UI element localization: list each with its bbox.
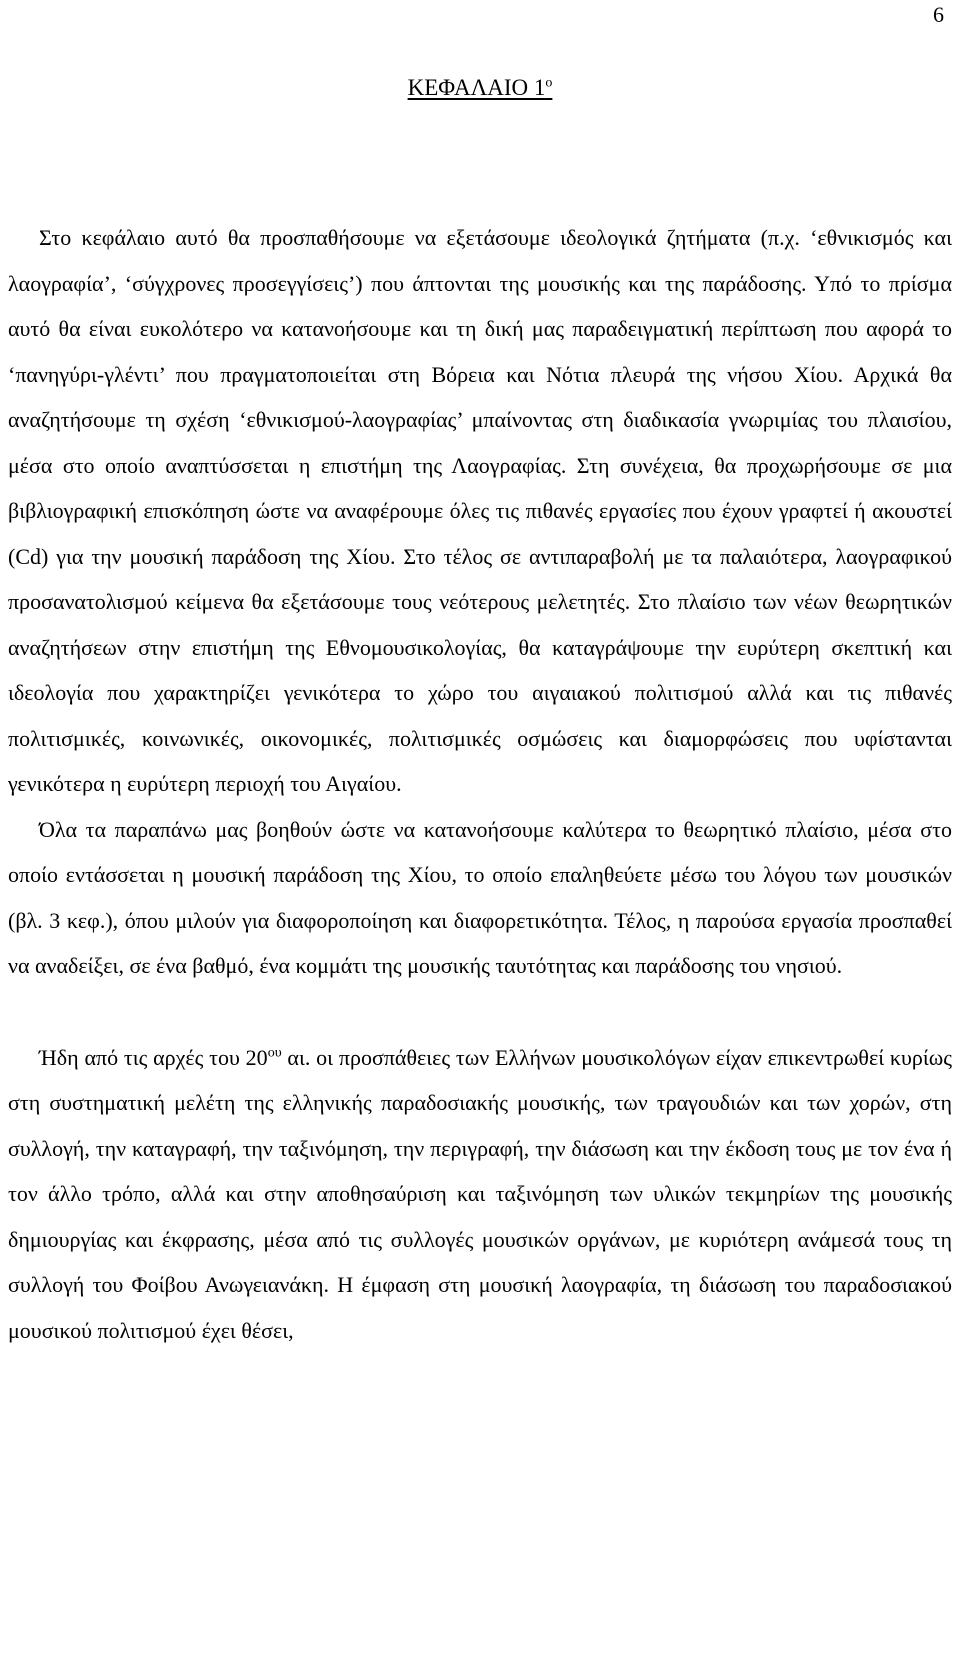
- century-superscript: ου: [267, 1045, 282, 1061]
- chapter-title-text: ΚΕΦΑΛΑΙΟ 1: [407, 75, 546, 100]
- paragraph-intro: Στο κεφάλαιο αυτό θα προσπαθήσουμε να εξετάσουμε ιδεολογικά ζητήματα (π.χ. ‘εθνικισμός και λαογραφία’, ‘σύγχρονες προσεγγίσεις’) που άπτονται της μουσικής και της παράδοσης. Υπό το πρίσμα αυτό θα είναι ευκολότερο να κατανοήσουμε και τη δική μας παραδειγματική περίπτωση που αφορά το ‘πανηγύρι-γλέντι’ που πραγματοποιείται στη Βόρεια και Νότια πλευρά της νήσου Χίου. Αρχικά θα αναζητήσουμε τη σχέση ‘εθνικισμού-λαογραφίας’ μπαίνοντας στη διαδικασία γνωριμίας του πλαισίου, μέσα στο οποίο αναπτύσσεται η επιστήμη της Λαογραφίας. Στη συνέχεια, θα προχωρήσουμε σε μια βιβλιογραφική επισκόπηση ώστε να αναφέρουμε όλες τις πιθανές εργασίες που έχουν γραφτεί ή ακουστεί (Cd) για την μουσική παράδοση της Χίου. Στο τέλος σε αντιπαραβολή με τα παλαιότερα, λαογραφικού προσανατολισμού κείμενα θα εξετάσουμε τους νεότερους μελετητές. Στο πλαίσιο των νέων θεωρητικών αναζητήσεων στην επιστήμη της Εθνομουσικολογίας, θα καταγράψουμε την ευρύτερη σκεπτική και ιδεολογία που χαρακτηρίζει γενικότερα το χώρο του αιγαιακού πολιτισμού αλλά και τις πιθανές πολιτισμικές, κοινωνικές, οικονομικές, πολιτισμικές οσμώσεις και διαμορφώσεις που υφίστανται γενικότερα η ευρύτερη περιοχή του Αιγαίου.: [8, 225, 952, 796]
- paragraph-summary: Όλα τα παραπάνω μας βοηθούν ώστε να κατανοήσουμε καλύτερα το θεωρητικό πλαίσιο, μέσα στο οποίο εντάσσεται η μουσική παράδοση της Χίου, το οποίο επαληθεύετε μέσω του λόγου των μουσικών (βλ. 3 κεφ.), όπου μιλούν για διαφοροποίηση και διαφορετικότητα. Τέλος, η παρούσα εργασία προσπαθεί να αναδείξει, σε ένα βαθμό, ένα κομμάτι της μουσικής ταυτότητας και παράδοσης του νησιού.: [8, 816, 952, 978]
- chapter-title-superscript: ο: [545, 75, 553, 91]
- paragraph-history-rest: αι. οι προσπάθειες των Ελλήνων μουσικολόγων είχαν επικεντρωθεί κυρίως στη συστηματική μελέτη της ελληνικής παραδοσιακής μουσικής, των τραγουδιών και των χορών, στη συλλογή, την καταγραφή, την ταξινόμηση, την περιγραφή, την διάσωση και την έκδοση τους με τον ένα ή τον άλλο τρόπο, αλλά και στην αποθησαύριση και ταξινόμηση των υλικών τεκμηρίων της μουσικής δημιουργίας και έκφρασης, μέσα από τις συλλογές μουσικών οργάνων, με κυριότερη ανάμεσά τους τη συλλογή του Φοίβου Ανωγειανάκη. Η έμφαση στη μουσική λαογραφία, τη διάσωση του παραδοσιακού μουσικού πολιτισμού έχει θέσει,: [8, 1044, 952, 1343]
- body-text: [8, 215, 952, 1353]
- chapter-title: [0, 74, 960, 102]
- page-number: 6: [933, 2, 944, 27]
- paragraph-history-start: Ήδη από τις αρχές του 20: [39, 1044, 268, 1070]
- paragraph-history: [8, 1035, 952, 1354]
